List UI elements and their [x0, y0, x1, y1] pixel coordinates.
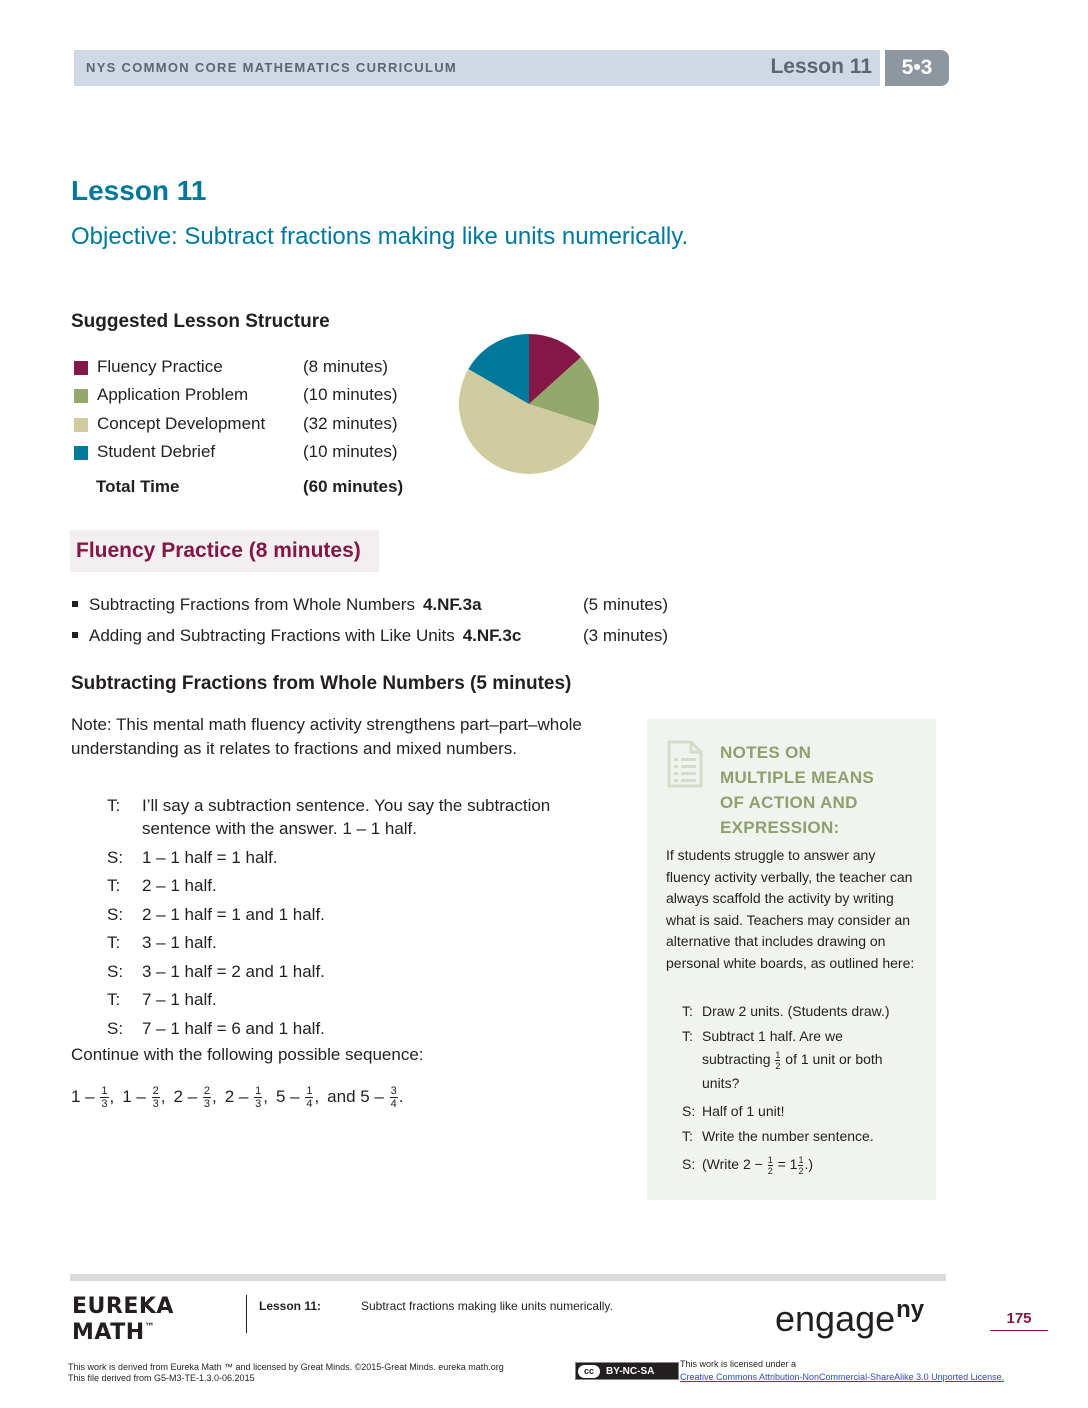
fraction-denominator: 4: [390, 1098, 397, 1110]
sequence-item: [71, 1085, 114, 1110]
document-icon: [667, 740, 703, 788]
notes-heading-line: NOTES ON: [720, 743, 812, 762]
sequence-separator: ,: [263, 1086, 268, 1106]
sequence-item: [276, 1085, 319, 1110]
fluency-bullet-2: [72, 626, 521, 646]
structure-time: (10 minutes): [303, 442, 398, 461]
notes-body: If students struggle to answer any fluency activity verbally, the teacher can always scaffold the activity by writing what is said. Teachers may consider an alternative that includes drawing on personal white boards, as outlined here:: [666, 847, 915, 971]
bullet-time: (3 minutes): [583, 626, 669, 645]
dialogue-speaker: T:: [107, 990, 121, 1009]
sequence-separator: ,: [109, 1086, 115, 1106]
curriculum-label: NYS COMMON CORE MATHEMATICS CURRICULUM: [86, 60, 458, 75]
structure-label: Student Debrief: [97, 442, 216, 461]
fraction: [100, 1085, 108, 1110]
structure-time: (10 minutes): [303, 385, 398, 404]
dialogue-text: Draw 2 units. (Students draw.): [702, 1003, 890, 1019]
dialogue-speaker: S:: [682, 1156, 696, 1172]
dialogue-text: 7 – 1 half = 6 and 1 half.: [142, 1019, 325, 1038]
dialogue-speaker: S:: [107, 962, 124, 981]
fraction-denominator: 3: [255, 1098, 262, 1110]
header-lesson-label: Lesson 11: [770, 55, 872, 78]
dialogue-text: [702, 1048, 916, 1071]
logo-line: EUREKA: [72, 1294, 174, 1319]
lesson-objective: Objective: Subtract fractions making like units numerically.: [71, 223, 689, 250]
fraction-denominator: 2: [775, 1060, 781, 1071]
fraction-sequence: [71, 1085, 404, 1110]
dialogue-text: [702, 1153, 916, 1176]
dialogue-speaker: T:: [682, 1003, 693, 1019]
dialogue-text: Half of 1 unit!: [702, 1103, 785, 1119]
debrief-swatch: [74, 446, 88, 460]
logo-text: engage: [775, 1298, 896, 1339]
fraction: [775, 1050, 780, 1071]
fraction-numerator: 3: [390, 1085, 397, 1097]
license-text: This work is licensed under a: [680, 1359, 797, 1369]
notes-heading-line: EXPRESSION:: [720, 818, 840, 837]
sequence-whole: 2 –: [224, 1086, 249, 1106]
page-number: 175: [990, 1310, 1048, 1331]
fraction: [798, 1155, 803, 1176]
fluency-swatch: [74, 361, 88, 375]
trademark-mark: ™: [144, 1322, 156, 1333]
dialogue-text: 7 – 1 half.: [142, 990, 217, 1009]
bullet-standard: 4.NF.3c: [462, 626, 522, 645]
fraction: [390, 1085, 398, 1110]
footer-lesson-label: Lesson 11:: [259, 1299, 322, 1313]
dialogue-text-part: (Write 2 −: [702, 1156, 763, 1172]
grade-module-badge: 5•3: [885, 50, 949, 86]
fraction-numerator: 1: [798, 1154, 804, 1165]
dialogue-text: I’ll say a subtraction sentence. You say the subtraction sentence with the answer. 1 – 1 half.: [142, 796, 551, 838]
dialogue-text: Subtract 1 half. Are we: [702, 1028, 843, 1044]
credit-line: This work is derived from Eureka Math ™ and licensed by Great Minds. ©2015-Great Minds. eureka math.org: [68, 1362, 504, 1372]
sequence-item: [225, 1085, 268, 1110]
footer-lesson-description: Subtract fractions making like units numerically.: [361, 1299, 613, 1313]
bullet-text: Adding and Subtracting Fractions with Like Units: [89, 626, 455, 645]
eureka-math-logo: [72, 1296, 174, 1343]
dialogue-speaker: S:: [107, 848, 124, 867]
fraction-numerator: 2: [203, 1085, 210, 1097]
footer-rule: [70, 1274, 946, 1281]
dialogue-speaker: T:: [682, 1028, 693, 1044]
sequence-whole: 5 –: [275, 1086, 300, 1106]
bullet-marker: [72, 601, 78, 607]
total-time-label: Total Time: [96, 477, 180, 496]
bullet-text: Subtracting Fractions from Whole Numbers: [89, 595, 415, 614]
dialogue-text: units?: [702, 1075, 740, 1091]
dialogue-text: 2 – 1 half.: [142, 876, 217, 895]
dialogue-speaker: S:: [107, 905, 124, 924]
dialogue-speaker: S:: [682, 1103, 696, 1119]
total-time-value: (60 minutes): [303, 477, 404, 496]
structure-time: (8 minutes): [303, 357, 389, 376]
fraction: [305, 1085, 313, 1110]
activity-heading: Subtracting Fractions from Whole Numbers (5 minutes): [71, 673, 572, 694]
activity-note: Note: This mental math fluency activity strengthens part–part–whole understanding as it relates to fractions and mixed numbers.: [71, 715, 582, 758]
sequence-whole: 1 –: [122, 1086, 146, 1106]
sequence-item: [122, 1085, 165, 1110]
dialogue-speaker: S:: [107, 1019, 124, 1038]
structure-label: Concept Development: [97, 414, 266, 433]
sequence-whole: 1 –: [71, 1086, 95, 1106]
fluency-bullet-1: [72, 595, 482, 615]
lesson-structure-pie-chart: [458, 333, 600, 475]
sequence-separator: ,: [314, 1086, 320, 1106]
credit-line: This file derived from G5-M3-TE-1.3.0-06.2015: [68, 1373, 255, 1383]
footer-divider: [246, 1295, 247, 1333]
fraction-numerator: 1: [306, 1085, 313, 1097]
dialogue-text: 3 – 1 half = 2 and 1 half.: [142, 962, 325, 981]
sequence-separator: ,: [160, 1086, 166, 1106]
dialogue-speaker: T:: [682, 1128, 693, 1144]
fraction-numerator: 1: [767, 1154, 773, 1165]
fraction: [152, 1085, 160, 1110]
bullet-marker: [72, 632, 78, 638]
dialogue-text: 1 – 1 half = 1 half.: [142, 848, 278, 867]
continue-instruction: Continue with the following possible sequence:: [71, 1045, 424, 1064]
engageny-logo: [775, 1296, 924, 1340]
dialogue-text: 2 – 1 half = 1 and 1 half.: [142, 905, 325, 924]
sequence-separator: ,: [211, 1086, 217, 1106]
fraction-numerator: 1: [775, 1049, 781, 1060]
dialogue-text-part: = 1: [777, 1156, 798, 1172]
license-link[interactable]: Creative Commons Attribution-NonCommercial-ShareAlike 3.0 Unported License.: [680, 1372, 1005, 1382]
structure-label: Application Problem: [97, 385, 249, 404]
fraction-numerator: 1: [255, 1085, 262, 1097]
concept-swatch: [74, 418, 88, 432]
fraction-denominator: 4: [306, 1098, 313, 1110]
fraction-numerator: 1: [101, 1085, 108, 1097]
dialogue-speaker: T:: [107, 933, 121, 952]
logo-text: MATH: [72, 1320, 145, 1345]
sequence-whole: 2 –: [173, 1086, 198, 1106]
fraction-denominator: 2: [798, 1165, 804, 1176]
dialogue-text-part: of 1 unit or both: [785, 1051, 883, 1067]
structure-time: (32 minutes): [303, 414, 398, 433]
cc-icon: cc: [578, 1365, 600, 1378]
cc-badge-label: BY-NC-SA: [606, 1365, 655, 1377]
fraction: [768, 1155, 773, 1176]
fraction-denominator: 2: [767, 1165, 773, 1176]
dialogue-speaker: T:: [107, 876, 121, 895]
notes-heading: [720, 740, 874, 840]
dialogue-text-part: subtracting: [702, 1051, 771, 1067]
fluency-heading: Fluency Practice (8 minutes): [76, 539, 361, 562]
application-swatch: [74, 389, 88, 403]
bullet-time: (5 minutes): [583, 595, 669, 614]
structure-label: Fluency Practice: [97, 357, 223, 376]
lesson-title: Lesson 11: [71, 175, 207, 206]
bullet-standard: 4.NF.3a: [422, 595, 482, 614]
fraction: [203, 1085, 211, 1110]
notes-heading-line: MULTIPLE MEANS: [720, 768, 875, 787]
fraction-denominator: 3: [101, 1098, 108, 1110]
logo-text: ny: [896, 1296, 925, 1323]
structure-heading: Suggested Lesson Structure: [71, 311, 330, 332]
sequence-separator: .: [398, 1086, 404, 1106]
fraction-denominator: 3: [203, 1098, 210, 1110]
dialogue-text-part: .): [804, 1156, 814, 1172]
creative-commons-badge: [575, 1362, 679, 1380]
logo-line: [72, 1317, 174, 1343]
sequence-item: [327, 1085, 403, 1110]
fraction-denominator: 3: [152, 1098, 159, 1110]
fraction: [254, 1085, 262, 1110]
dialogue-text: Write the number sentence.: [702, 1128, 874, 1144]
sequence-item: [173, 1085, 216, 1110]
notes-heading-line: OF ACTION AND: [720, 793, 858, 812]
dialogue-text: 3 – 1 half.: [142, 933, 217, 952]
sequence-whole: and 5 –: [327, 1086, 384, 1106]
fraction-numerator: 2: [152, 1085, 159, 1097]
dialogue-speaker: T:: [107, 796, 121, 815]
